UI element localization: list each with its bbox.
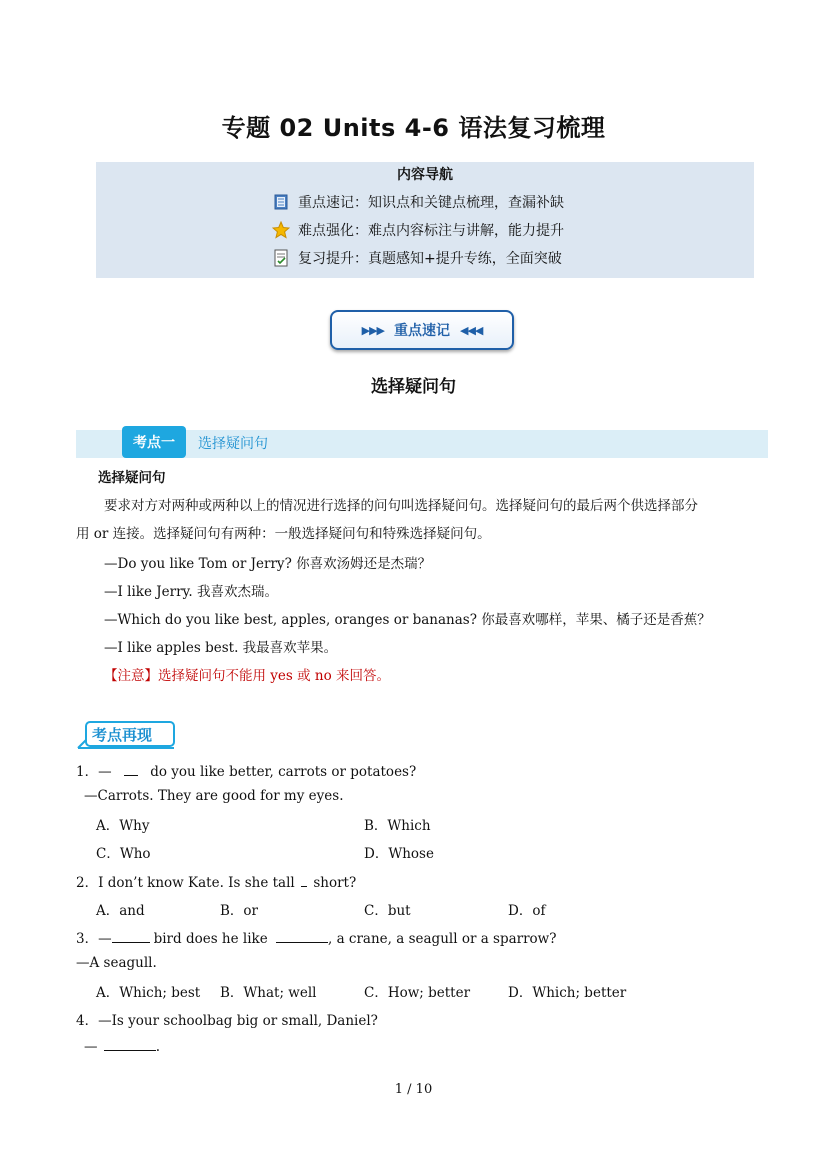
section-title: 选择疑问句 (371, 377, 456, 397)
note-text: 【注意】选择疑问句不能用 yes 或 no 来回答。 (104, 668, 391, 684)
content-paragraph: 要求对方对两种或两种以上的情况进行选择的问句叫选择疑问句。选择疑问句的最后两个供选择部分 (104, 498, 698, 514)
nav-item-key-points (272, 192, 564, 212)
page-title: 专题 02 Units 4-6 语法复习梳理 (221, 114, 606, 142)
question-stem: bird does he like (153, 931, 268, 947)
nav-item-label: 难点强化：难点内容标注与讲解，能力提升 (298, 223, 564, 239)
example-sentence: —Do you like Tom or Jerry? 你喜欢汤姆还是杰瑞？ (104, 556, 432, 572)
option-b: B．What; well (220, 985, 317, 1001)
example-sentence: —I like Jerry. 我喜欢杰瑞。 (104, 584, 278, 600)
option-a: A．Which; best (96, 985, 201, 1001)
nav-heading: 内容导航 (397, 167, 453, 183)
option-c: C．but (364, 903, 411, 919)
answer-blank (301, 886, 307, 887)
option-b: B．or (220, 903, 259, 919)
page-number: 1 / 10 (394, 1082, 433, 1097)
answer-blank (124, 775, 138, 776)
nav-item-difficult-points (272, 220, 564, 240)
question-stem: 2．I don’t know Kate. Is she tall (76, 875, 295, 891)
practice-badge (76, 718, 186, 756)
option-c: C．Who (96, 846, 151, 862)
question-3 (76, 927, 556, 947)
arrow-right-icon: ▶▶▶ (361, 323, 384, 337)
question-stem: , a crane, a seagull or a sparrow? (328, 931, 557, 947)
question-stem: 1．— (76, 764, 112, 780)
nav-item-review (272, 248, 562, 268)
answer-prefix: — (84, 1039, 98, 1055)
option-c: C．How; better (364, 985, 471, 1001)
exam-point-tag: 考点一 (122, 426, 186, 458)
answer-blank (276, 942, 328, 943)
question-3-answer: —A seagull. (76, 955, 157, 971)
option-d: D．of (508, 903, 546, 919)
option-d: D．Which; better (508, 985, 627, 1001)
nav-item-label: 重点速记：知识点和关键点梳理，查漏补缺 (298, 195, 564, 211)
nav-item-label: 复习提升：真题感知+提升专练，全面突破 (298, 251, 562, 267)
example-sentence: —Which do you like best, apples, oranges or bananas? 你最喜欢哪样，苹果、橘子还是香蕉？ (104, 612, 711, 628)
question-1-answer: —Carrots. They are good for my eyes. (84, 788, 344, 804)
content-heading: 选择疑问句 (98, 470, 166, 486)
exam-point-label: 选择疑问句 (198, 436, 268, 452)
book-icon (272, 193, 290, 211)
option-a: A．and (96, 903, 145, 919)
practice-badge-label: 考点再现 (92, 726, 153, 744)
question-1 (76, 760, 416, 780)
banner-label: 重点速记 (394, 323, 450, 339)
answer-blank (104, 1050, 156, 1051)
answer-blank (112, 942, 150, 943)
example-sentence: —I like apples best. 我最喜欢苹果。 (104, 640, 338, 656)
answer-suffix: . (155, 1039, 161, 1055)
question-stem: short? (313, 875, 357, 891)
content-paragraph: 用 or 连接。选择疑问句有两种：一般选择疑问句和特殊选择疑问句。 (76, 526, 491, 542)
document-check-icon (272, 249, 290, 267)
option-b: B．Which (364, 818, 431, 834)
content-navigation-box (96, 162, 754, 278)
key-points-banner (330, 310, 514, 350)
option-a: A．Why (96, 818, 150, 834)
arrow-left-icon: ◀◀◀ (460, 323, 483, 337)
option-d: D．Whose (364, 846, 434, 862)
question-4: 4．—Is your schoolbag big or small, Daniel? (76, 1013, 378, 1029)
question-2 (76, 871, 356, 891)
question-stem: do you like better, carrots or potatoes? (150, 764, 417, 780)
star-icon (272, 221, 290, 239)
question-4-answer (84, 1039, 160, 1055)
question-stem: 3．— (76, 931, 112, 947)
